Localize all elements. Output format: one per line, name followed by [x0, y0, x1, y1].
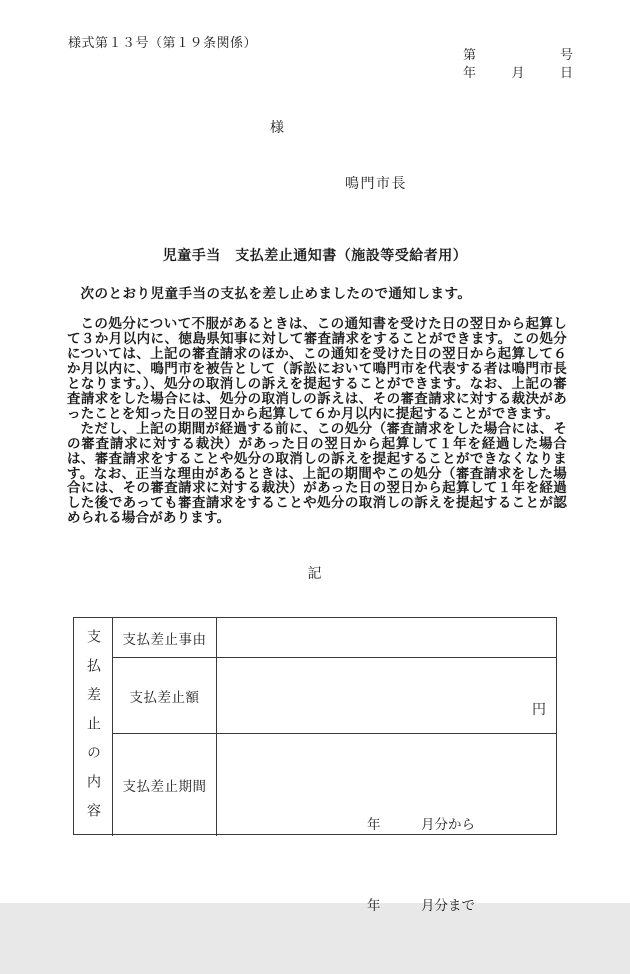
date-month-label: 月 [511, 66, 525, 81]
document-title: 児童手当 支払差止通知書（施設等受給者用） [162, 248, 468, 264]
period-from: 年 月分から [367, 817, 475, 833]
period-to: 年 月分まで [367, 898, 475, 914]
doc-meta-block [463, 47, 573, 83]
row-amount-value [217, 658, 556, 734]
row-period-label: 支払差止期間 [113, 734, 217, 836]
period-lines [217, 734, 556, 974]
table-side-label-cell [74, 618, 113, 836]
row-amount-label: 支払差止額 [113, 658, 217, 734]
date-year-label: 年 [463, 66, 477, 81]
doc-number-line [463, 47, 573, 65]
table-side-label: 支払差止の内容 [85, 629, 101, 832]
form-number: 様式第１３号（第１９条関係） [68, 36, 258, 51]
sender-name: 鳴門市長 [345, 176, 407, 192]
body-paragraph-2: ただし、上記の期間が経過する前に、この処分（審査請求をした場合には、その審査請求に対する裁決）があった日の翌日から起算して１年を経過した場合は、審査請求をすることや処分の取消しの訴えを提起することができなくなります。なお、正当な理由があるときは、上記の期間やこの処分（審査請求をした場合には、その審査請求に対する裁決）があった日の翌日から起算して１年を経過した後であっても審査請求をすることや処分の取消しの訴えを提起することが認められる場合があります。 [67, 420, 567, 527]
doc-date-line [463, 65, 573, 83]
suspension-details-table [73, 617, 557, 914]
date-day-label: 日 [559, 66, 573, 81]
row-reason-label: 支払差止事由 [113, 618, 217, 658]
doc-number-prefix: 第 [463, 48, 477, 63]
body-paragraph-1: この処分について不服があるときは、この通知書を受けた日の翌日から起算して３か月以内に、徳島県知事に対して審査請求をすることができます。この処分については、上記の審査請求のほか、この通知を受けた日の翌日から起算して６か月以内に、鳴門市を被告として（訴訟において鳴門市を代表する者は鳴門市長となります。）、処分の取消しの訴えを提起することができます。なお、上記の審査請求をした場合には、処分の取消しの訴えは、その審査請求に対する裁決があったことを知った日の翌日から起算して６か月以内に提起することができます。 [67, 316, 567, 422]
doc-number-suffix: 号 [559, 48, 573, 63]
addressee-honorific: 様 [270, 120, 284, 136]
amount-unit-yen: 円 [532, 702, 546, 718]
body-text [67, 317, 567, 526]
intro-sentence: 次のとおり児童手当の支払を差し止めましたので通知します。 [80, 286, 472, 302]
row-period-value [217, 734, 556, 914]
row-reason-value [217, 618, 556, 658]
record-marker: 記 [307, 566, 323, 582]
